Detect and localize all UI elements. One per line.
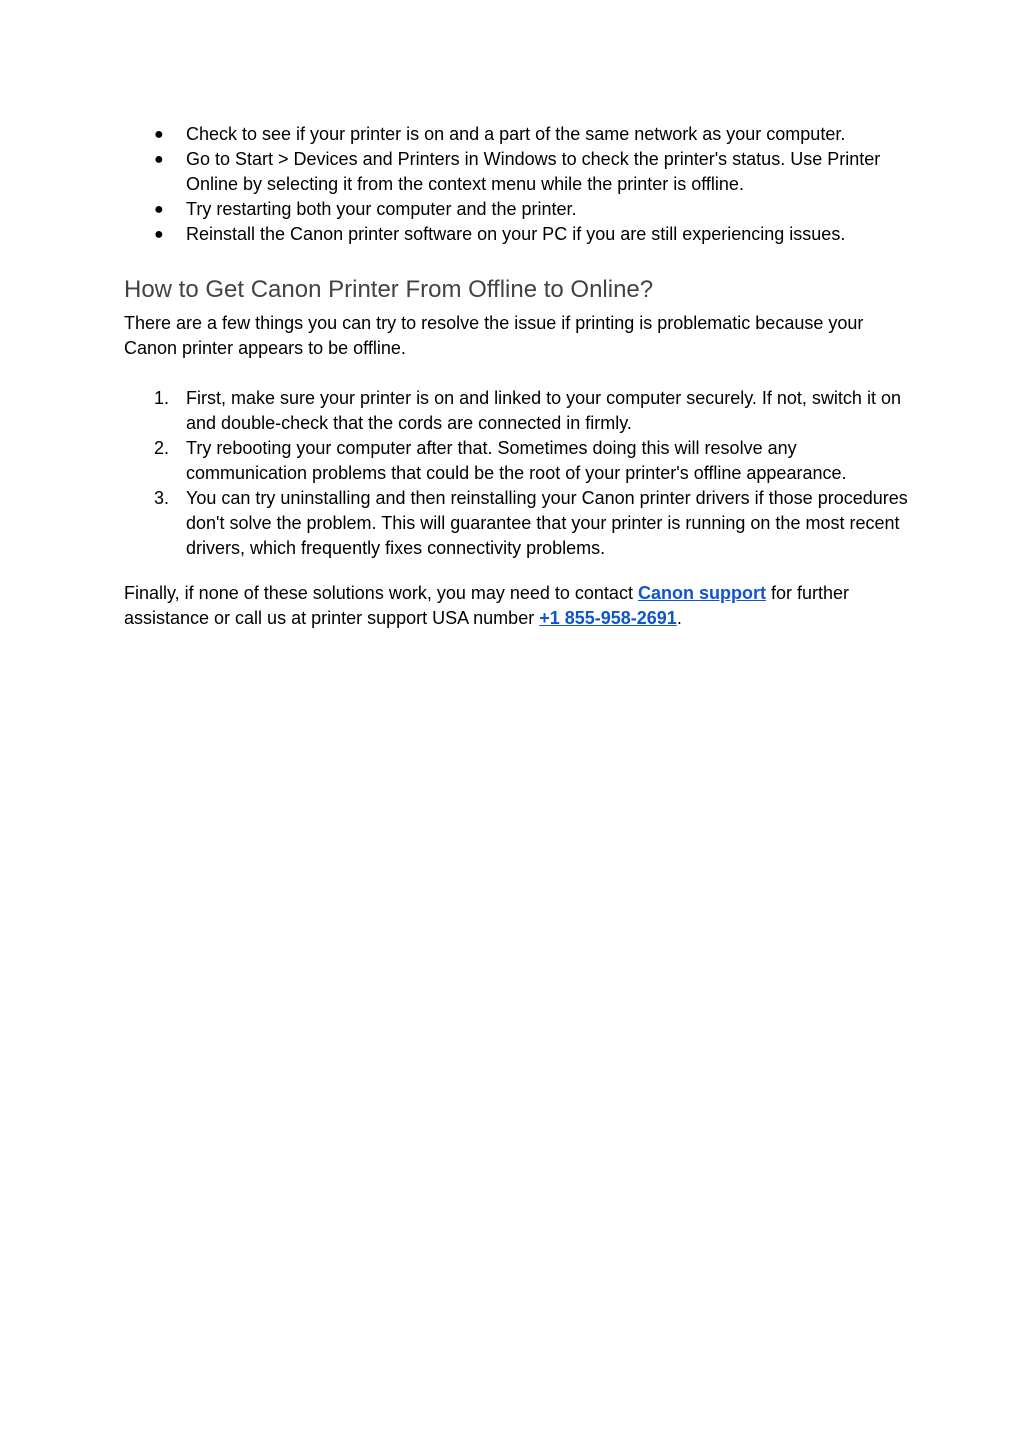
section-heading: How to Get Canon Printer From Offline to Online? [124, 276, 654, 303]
canon-support-link[interactable]: Canon support [637, 583, 766, 603]
bullet-marker: ● [154, 126, 164, 143]
list-item [124, 147, 914, 197]
step-number: 1. [154, 388, 170, 408]
phone-number-link[interactable]: +1 855-958-2691 [539, 608, 677, 628]
closing-paragraph [124, 581, 914, 631]
bullet-text: Try restarting both your computer and the printer. [186, 199, 577, 219]
bullet-text: Check to see if your printer is on and a part of the same network as your computer. [186, 124, 846, 144]
bullet-text: Reinstall the Canon printer software on your PC if you are still experiencing issues. [186, 224, 846, 244]
document-page [124, 122, 914, 631]
list-item [124, 486, 914, 561]
closing-text-middle: for further assistance or call us at printer support USA number [124, 583, 849, 628]
step-number: 2. [154, 438, 170, 458]
intro-paragraph: There are a few things you can try to resolve the issue if printing is problematic because your Canon printer appears to be offline. [124, 313, 864, 358]
step-text: First, make sure your printer is on and linked to your computer securely. If not, switch it on and double-check that the cords are connected in firmly. [186, 388, 901, 433]
bullet-marker: ● [154, 226, 164, 243]
bullet-text: Go to Start > Devices and Printers in Windows to check the printer's status. Use Printer Online by selecting it from the context menu while the printer is offline. [186, 149, 881, 194]
bullet-list [124, 122, 914, 247]
list-item [124, 122, 914, 147]
list-item [124, 386, 914, 436]
bullet-marker: ● [154, 201, 164, 218]
step-text: Try rebooting your computer after that. Sometimes doing this will resolve any communication problems that could be the root of your printer's offline appearance. [186, 438, 847, 483]
closing-text-start: Finally, if none of these solutions work, you may need to contact [124, 583, 638, 603]
list-item [124, 222, 914, 247]
step-text: You can try uninstalling and then reinstalling your Canon printer drivers if those procedures don't solve the problem. This will guarantee that your printer is running on the most recent drivers, which frequently fixes connectivity problems. [186, 488, 908, 558]
list-item [124, 436, 914, 486]
numbered-steps [124, 386, 914, 561]
closing-text-end: . [676, 608, 682, 628]
bullet-marker: ● [154, 151, 164, 168]
list-item [124, 197, 914, 222]
step-number: 3. [154, 488, 170, 508]
